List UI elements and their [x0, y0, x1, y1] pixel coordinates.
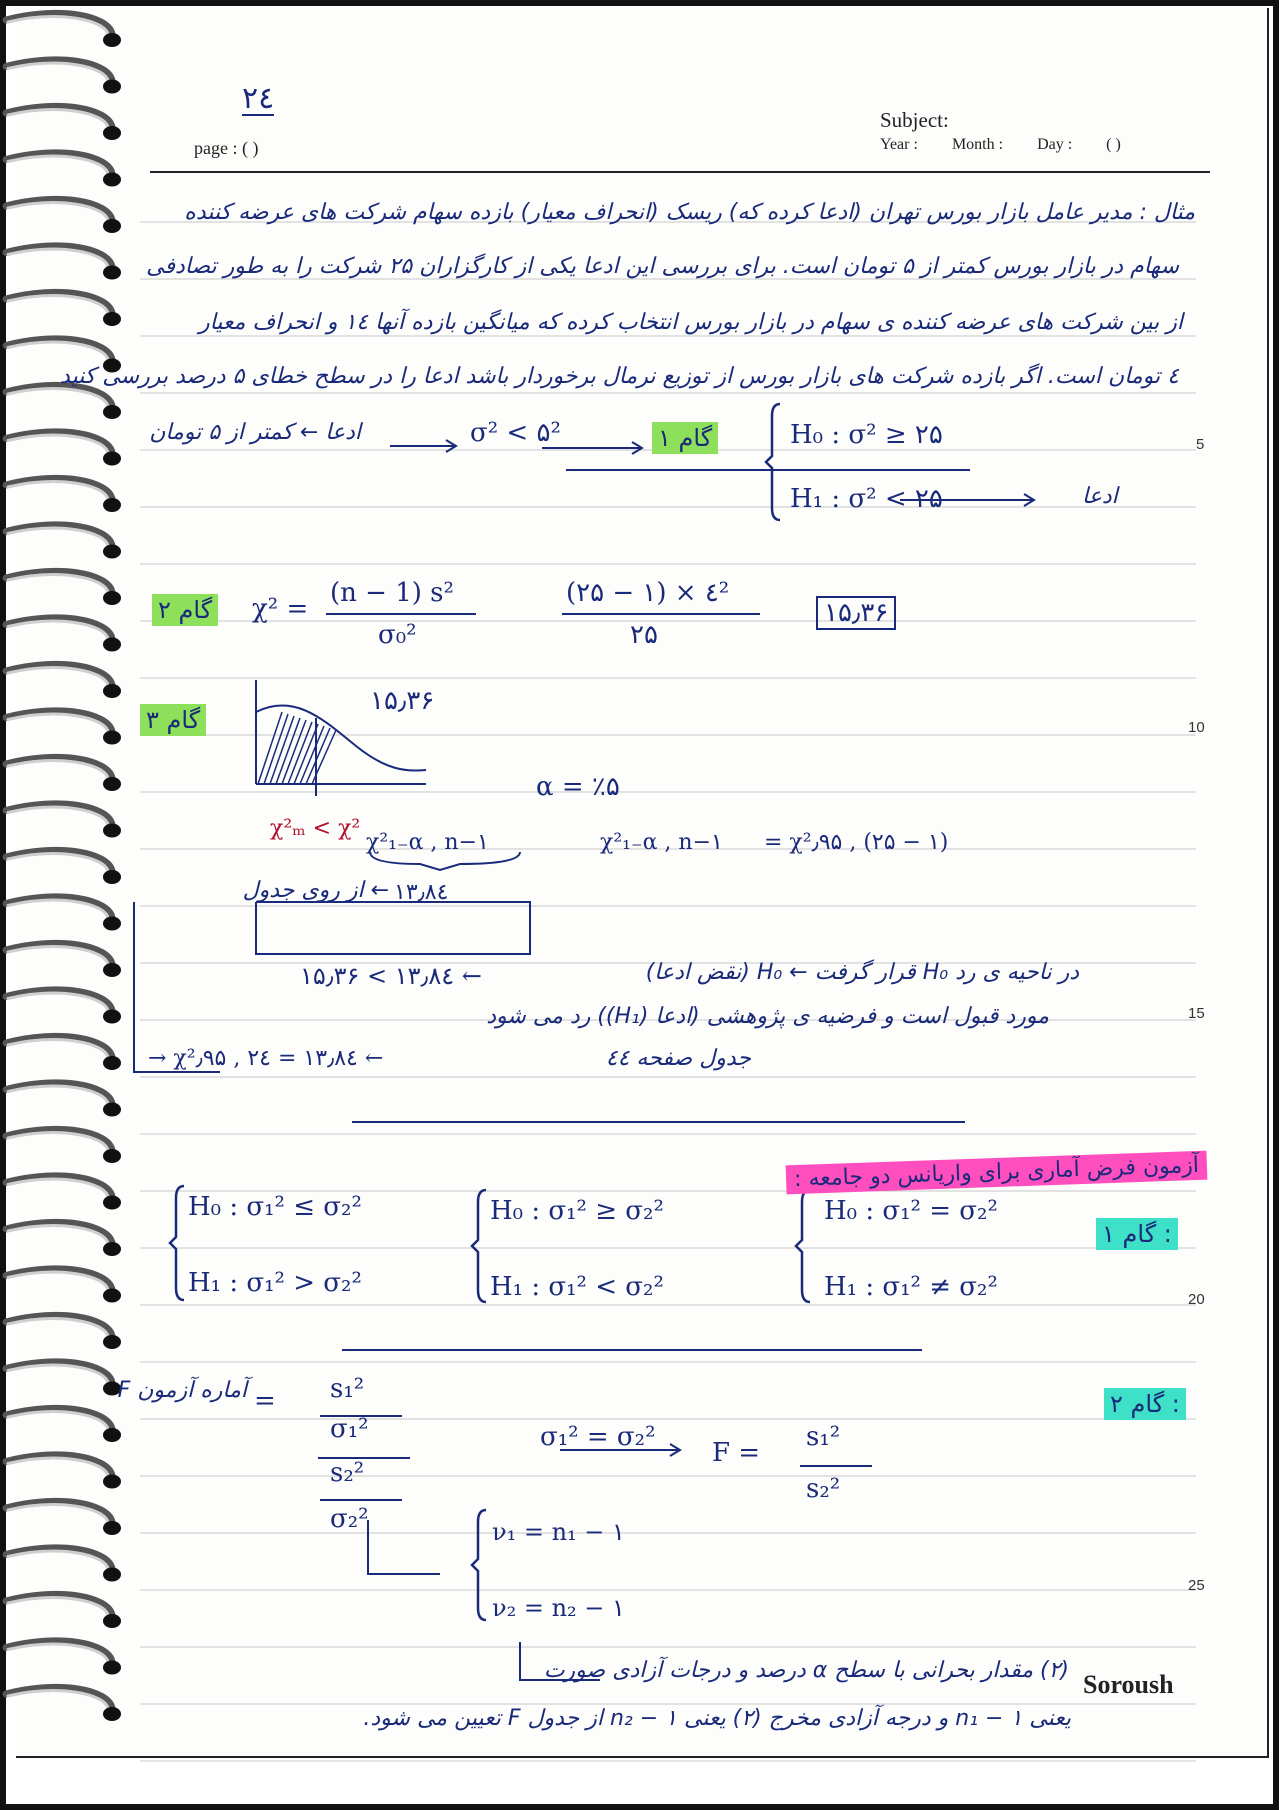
spiral-ring [6, 897, 121, 931]
spiral-ring [6, 13, 121, 47]
spiral-ring [6, 246, 121, 280]
spiral-ring [6, 618, 121, 652]
spiral-ring [6, 385, 121, 419]
example-line-1: مثال : مدیر عامل بازار بورس تهران (ادعا کرده که) ریسک (انحراف معیار) بازده سهام شرکت های عرضه کننده [184, 200, 1195, 225]
critical-lhs: χ²₁₋α , n−۱ [366, 830, 489, 855]
spiral-ring [6, 292, 121, 326]
conclusion-line-1: در ناحیه ی رد H₀ قرار گرفت ← H₀ (نقض ادعا) [645, 960, 1079, 985]
spiral-ring [6, 1315, 121, 1349]
conclusion-table-value: → χ²٫۹۵ , ۲٤ = ۱۳٫۸٤ ← [148, 1046, 384, 1071]
conclusion-comparison: ۱۵٫۳۶ < ۱۳٫۸٤ ← [300, 962, 482, 990]
line-number-10: 10 [1188, 719, 1205, 736]
day-label: Day : [1037, 136, 1073, 153]
spiral-ring [6, 1222, 121, 1256]
two-sample-step1-label: گام ۱ : [1096, 1218, 1178, 1250]
page-label: page : ( ) [194, 138, 259, 158]
f-s1sq: s₁² [330, 1374, 365, 1404]
spiral-ring [6, 525, 121, 559]
month-label: Month : [951, 136, 1004, 153]
spiral-ring [6, 1083, 121, 1117]
spiral-ring [6, 1129, 121, 1163]
chi-marker: χ²ₘ < χ² [270, 816, 361, 841]
pair1-h1: H₁ : σ₁² > σ₂² [188, 1268, 362, 1298]
brand-logo: Soroush [1083, 1670, 1174, 1699]
spiral-ring [6, 1036, 121, 1070]
h1-claim-label: ادعا [1082, 484, 1118, 509]
spiral-ring [6, 1269, 121, 1303]
f-stat-label: آماره آزمون F [117, 1378, 247, 1403]
claim-inequality: σ² < ۵² [470, 418, 561, 448]
day-paren: ( ) [1106, 136, 1121, 153]
chi-substituted-denominator: ۲۵ [630, 620, 658, 650]
two-sample-step2-label: گام ۲ : [1104, 1388, 1186, 1420]
pair3-h0: H₀ : σ₁² = σ₂² [824, 1196, 998, 1226]
spiral-ring [6, 757, 121, 791]
critical-rhs: = χ²٫۹۵ , (۲۵ − ۱) [764, 830, 949, 855]
spiral-binding [0, 0, 130, 1760]
critical-mid: χ²₁₋α , n−۱ [600, 830, 723, 855]
critical-value: ۱۳٫۸٤ [394, 880, 449, 905]
spiral-ring [6, 943, 121, 977]
two-sample-title: آزمون فرض آماری برای واریانس دو جامعه : [786, 1151, 1208, 1195]
spiral-ring [6, 804, 121, 838]
spiral-ring [6, 199, 121, 233]
spiral-ring [6, 664, 121, 698]
claim-text: ادعا ← کمتر از ۵ تومان [149, 420, 361, 445]
spiral-ring [6, 106, 121, 140]
f-ratio-den: s₂² [806, 1474, 841, 1504]
step1-label: گام ۱ [652, 422, 718, 454]
chi-result: ۱۵٫۳۶ [816, 596, 896, 630]
example-line-4: ٤ تومان است. اگر بازده شرکت های بازار بورس از توزیع نرمال برخوردار باشد ادعا را در سطح خطای ۵ درصد بررسی کنید [60, 364, 1179, 389]
example-line-2: سهام در بازار بورس کمتر از ۵ تومان است. برای بررسی این ادعا یکی از کارگزاران ۲۵ شرکت را به طور تصادفی [146, 254, 1179, 279]
year-label: Year : [880, 136, 918, 153]
line-number-5: 5 [1196, 436, 1205, 453]
date-fields [880, 136, 1180, 154]
step3-label: گام ۳ [140, 704, 206, 736]
from-table-label: ← از روی جدول [242, 878, 389, 903]
spiral-ring [6, 1687, 121, 1721]
f-assumption: σ₁² = σ₂² [540, 1422, 656, 1452]
f-sig2sq: σ₂² [330, 1504, 369, 1534]
page-number: ۲٤ [242, 81, 275, 116]
chi-substituted-numerator: (۲۵ − ۱) × ٤² [566, 578, 730, 608]
spiral-ring [6, 1408, 121, 1442]
spiral-ring [6, 1176, 121, 1210]
example-line-3: از بین شرکت های عرضه کننده ی سهام در بازار بورس انتخاب کرده که میانگین بازده آنها ۱٤ و انحراف معیار [198, 310, 1183, 335]
spiral-ring [6, 478, 121, 512]
chi-formula-denominator: σ₀² [378, 620, 417, 650]
alpha-label: α = ٪۵ [536, 772, 620, 802]
conclusion-line-2: مورد قبول است و فرضیه ی پژوهشی (ادعا (H₁)) رد می شود [486, 1004, 1049, 1029]
h0-variance: H₀ : σ² ≥ ۲۵ [790, 420, 943, 450]
spiral-ring [6, 1362, 121, 1396]
spiral-ring [6, 1501, 121, 1535]
line-number-25: 25 [1188, 1577, 1205, 1594]
df1: ν₁ = n₁ − ۱ [492, 1518, 625, 1546]
pair1-h0: H₀ : σ₁² ≤ σ₂² [188, 1192, 362, 1222]
pair2-h1: H₁ : σ₁² < σ₂² [490, 1272, 664, 1302]
h1-variance: H₁ : σ² < ۲۵ [790, 484, 943, 514]
curve-value-label: ۱۵٫۳۶ [370, 686, 435, 716]
spiral-ring [6, 850, 121, 884]
step2-label: گام ۲ [152, 594, 218, 626]
f-stat-equals: = [254, 1386, 276, 1416]
spiral-ring [6, 1594, 121, 1628]
f-ratio-num: s₁² [806, 1422, 841, 1452]
chi-formula-numerator: (n − 1) s² [330, 578, 454, 608]
spiral-ring [6, 60, 121, 94]
line-number-15: 15 [1188, 1005, 1205, 1022]
spiral-ring [6, 1641, 121, 1675]
spiral-ring [6, 571, 121, 605]
conclusion-table-page: جدول صفحه ٤٤ [605, 1046, 751, 1071]
note-line-2: یعنی n₁ − ۱ و درجه آزادی مخرج (۲) یعنی n₂ − ۱ از جدول F تعیین می شود. [363, 1706, 1071, 1731]
spiral-ring [6, 711, 121, 745]
subject-label: Subject: [880, 108, 949, 132]
f-sig1sq: σ₁² [330, 1414, 369, 1444]
df2: ν₂ = n₂ − ۱ [492, 1594, 625, 1622]
spiral-ring [6, 432, 121, 466]
spiral-ring [6, 153, 121, 187]
spiral-ring [6, 990, 121, 1024]
spiral-ring [6, 1455, 121, 1489]
line-number-20: 20 [1188, 1291, 1205, 1308]
pair3-h1: H₁ : σ₁² ≠ σ₂² [824, 1272, 998, 1302]
note-line-1: (۲) مقدار بحرانی با سطح α درصد و درجات آزادی صورت [543, 1658, 1069, 1683]
spiral-ring [6, 1548, 121, 1582]
chi-square-lhs: χ² = [252, 594, 309, 624]
f-s2sq: s₂² [330, 1458, 365, 1488]
pair2-h0: H₀ : σ₁² ≥ σ₂² [490, 1196, 664, 1226]
f-ratio-lhs: F = [712, 1438, 761, 1468]
rejection-region [258, 712, 336, 784]
